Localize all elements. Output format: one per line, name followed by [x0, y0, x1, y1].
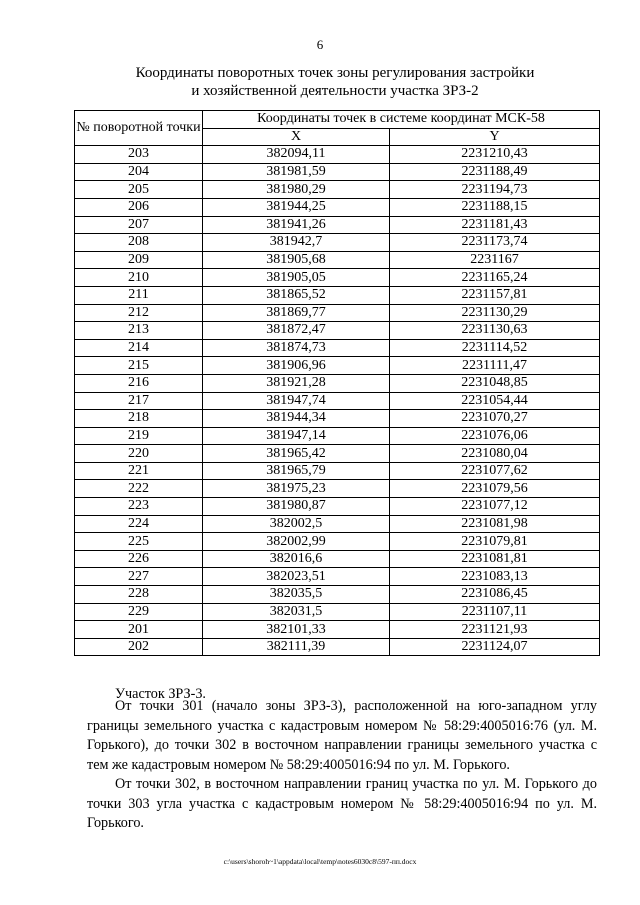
cell-y: 2231210,43	[390, 146, 600, 164]
cell-y: 2231077,62	[390, 462, 600, 480]
table-row	[75, 427, 600, 445]
cell-point-number: 218	[75, 410, 203, 428]
cell-point-number: 225	[75, 533, 203, 551]
cell-point-number: 219	[75, 427, 203, 445]
cell-point-number: 226	[75, 550, 203, 568]
cell-y: 2231079,56	[390, 480, 600, 498]
table-row	[75, 462, 600, 480]
cell-point-number: 227	[75, 568, 203, 586]
cell-y: 2231121,93	[390, 621, 600, 639]
paragraph-1: От точки 301 (начало зоны ЗРЗ-3), расположенной на юго-западном углу границы земельного участка с кадастровым номером № 58:29:4005016:76 (ул. М. Горького), до точки 302 в восточном направлении границы земельного участка с тем же кадастровым номером № 58:29:4005016:94 по ул. М. Горького.	[87, 698, 597, 773]
table-row	[75, 163, 600, 181]
table-row	[75, 357, 600, 375]
table-row	[75, 410, 600, 428]
section-heading: Участок ЗРЗ-3.	[115, 686, 206, 702]
table-row	[75, 480, 600, 498]
cell-point-number: 221	[75, 462, 203, 480]
cell-x: 382111,39	[203, 638, 390, 656]
table-title	[60, 64, 610, 100]
cell-point-number: 222	[75, 480, 203, 498]
cell-x: 381975,23	[203, 480, 390, 498]
cell-point-number: 213	[75, 322, 203, 340]
cell-x: 381981,59	[203, 163, 390, 181]
title-line-2: и хозяйственной деятельности участка ЗРЗ-2	[191, 83, 479, 99]
cell-x: 381874,73	[203, 339, 390, 357]
cell-x: 381905,68	[203, 251, 390, 269]
cell-point-number: 201	[75, 621, 203, 639]
cell-y: 2231079,81	[390, 533, 600, 551]
cell-point-number: 203	[75, 146, 203, 164]
cell-point-number: 223	[75, 498, 203, 516]
cell-x: 382016,6	[203, 550, 390, 568]
cell-y: 2231130,29	[390, 304, 600, 322]
cell-point-number: 214	[75, 339, 203, 357]
cell-x: 381944,25	[203, 198, 390, 216]
paragraph-2: От точки 302, в восточном направлении границ участка по ул. М. Горького до точки 303 угла участка с кадастровым номером № 58:29:4005016:94 по ул. М. Горького.	[87, 776, 597, 831]
cell-x: 382101,33	[203, 621, 390, 639]
cell-y: 2231054,44	[390, 392, 600, 410]
table-row	[75, 322, 600, 340]
cell-y: 2231167	[390, 251, 600, 269]
table-row	[75, 515, 600, 533]
cell-x: 381965,79	[203, 462, 390, 480]
cell-x: 381872,47	[203, 322, 390, 340]
table-row	[75, 445, 600, 463]
table-row	[75, 198, 600, 216]
cell-x: 381947,74	[203, 392, 390, 410]
cell-point-number: 217	[75, 392, 203, 410]
table-row	[75, 339, 600, 357]
cell-y: 2231124,07	[390, 638, 600, 656]
cell-point-number: 204	[75, 163, 203, 181]
cell-point-number: 209	[75, 251, 203, 269]
cell-y: 2231081,81	[390, 550, 600, 568]
table-row	[75, 568, 600, 586]
cell-y: 2231107,11	[390, 603, 600, 621]
cell-x: 381947,14	[203, 427, 390, 445]
page-number: 6	[316, 37, 324, 52]
cell-point-number: 210	[75, 269, 203, 287]
table-row	[75, 251, 600, 269]
table-row	[75, 550, 600, 568]
cell-y: 2231086,45	[390, 586, 600, 604]
cell-point-number: 229	[75, 603, 203, 621]
cell-point-number: 206	[75, 198, 203, 216]
cell-point-number: 211	[75, 286, 203, 304]
table-row	[75, 374, 600, 392]
cell-x: 381980,87	[203, 498, 390, 516]
cell-point-number: 207	[75, 216, 203, 234]
cell-y: 2231114,52	[390, 339, 600, 357]
cell-x: 382023,51	[203, 568, 390, 586]
cell-x: 381965,42	[203, 445, 390, 463]
cell-y: 2231077,12	[390, 498, 600, 516]
cell-x: 381869,77	[203, 304, 390, 322]
table-row	[75, 181, 600, 199]
cell-x: 381906,96	[203, 357, 390, 375]
header-coordinates: Координаты точек в системе координат МСК-58	[203, 111, 600, 129]
cell-point-number: 224	[75, 515, 203, 533]
cell-x: 381980,29	[203, 181, 390, 199]
coordinates-table-body	[75, 146, 600, 656]
cell-x: 382002,99	[203, 533, 390, 551]
table-row	[75, 533, 600, 551]
header-point-number: № поворотной точки	[75, 111, 203, 146]
header-x: X	[203, 128, 390, 146]
table-row	[75, 216, 600, 234]
table-row	[75, 638, 600, 656]
table-row	[75, 269, 600, 287]
cell-y: 2231048,85	[390, 374, 600, 392]
cell-point-number: 215	[75, 357, 203, 375]
cell-x: 381944,34	[203, 410, 390, 428]
cell-x: 382094,11	[203, 146, 390, 164]
cell-y: 2231194,73	[390, 181, 600, 199]
cell-y: 2231181,43	[390, 216, 600, 234]
cell-y: 2231188,49	[390, 163, 600, 181]
coordinates-table	[74, 110, 600, 656]
title-line-1: Координаты поворотных точек зоны регулирования застройки	[135, 65, 535, 81]
cell-y: 2231165,24	[390, 269, 600, 287]
cell-x: 381865,52	[203, 286, 390, 304]
cell-x: 382035,5	[203, 586, 390, 604]
cell-point-number: 216	[75, 374, 203, 392]
table-row	[75, 146, 600, 164]
table-row	[75, 234, 600, 252]
table-row	[75, 621, 600, 639]
cell-x: 381905,05	[203, 269, 390, 287]
cell-y: 2231081,98	[390, 515, 600, 533]
cell-point-number: 220	[75, 445, 203, 463]
cell-y: 2231076,06	[390, 427, 600, 445]
cell-y: 2231080,04	[390, 445, 600, 463]
cell-point-number: 228	[75, 586, 203, 604]
cell-x: 381942,7	[203, 234, 390, 252]
table-row	[75, 586, 600, 604]
cell-x: 381941,26	[203, 216, 390, 234]
cell-y: 2231130,63	[390, 322, 600, 340]
table-row	[75, 498, 600, 516]
cell-y: 2231157,81	[390, 286, 600, 304]
cell-y: 2231070,27	[390, 410, 600, 428]
table-row	[75, 603, 600, 621]
cell-x: 382002,5	[203, 515, 390, 533]
cell-x: 382031,5	[203, 603, 390, 621]
cell-point-number: 208	[75, 234, 203, 252]
footer-file-path: c:\users\shoroh~1\appdata\local\temp\notes6030c8\597-пп.docx	[223, 857, 417, 866]
cell-y: 2231083,13	[390, 568, 600, 586]
cell-y: 2231111,47	[390, 357, 600, 375]
cell-y: 2231173,74	[390, 234, 600, 252]
cell-point-number: 205	[75, 181, 203, 199]
header-y: Y	[390, 128, 600, 146]
cell-point-number: 212	[75, 304, 203, 322]
cell-y: 2231188,15	[390, 198, 600, 216]
table-row	[75, 392, 600, 410]
table-row	[75, 286, 600, 304]
table-row	[75, 304, 600, 322]
cell-x: 381921,28	[203, 374, 390, 392]
cell-point-number: 202	[75, 638, 203, 656]
